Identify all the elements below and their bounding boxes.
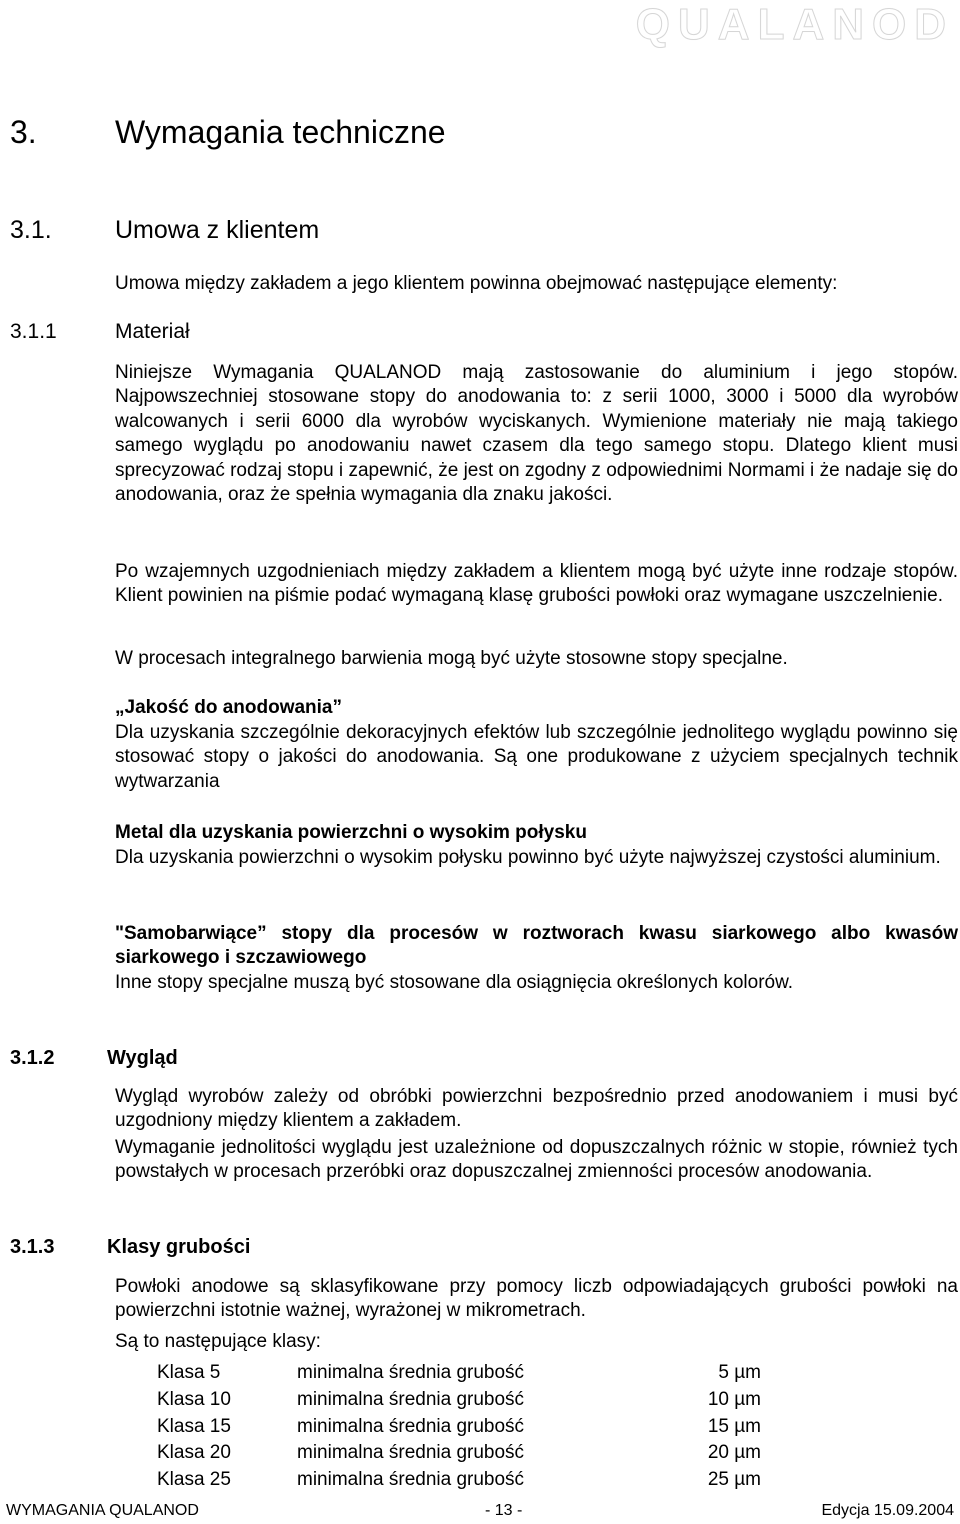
class-description: minimalna średnia grubość xyxy=(297,1469,525,1491)
footer-edition: Edycja 15.09.2004 xyxy=(821,1502,954,1519)
heading-title: Klasy grubości xyxy=(107,1236,251,1258)
class-name: Klasa 15 xyxy=(157,1415,231,1437)
subsection-title: Umowa z klientem xyxy=(115,216,320,244)
class-description: minimalna średnia grubość xyxy=(297,1388,525,1410)
appearance-paragraph-1: Wygląd wyrobów zależy od obróbki powierzchni bezpośrednio przed anodowaniem i musi być uzgodniony między klientem a zakładem. xyxy=(115,1086,958,1132)
class-description: minimalna średnia grubość xyxy=(297,1362,525,1383)
class-value: 25 µm xyxy=(707,1469,761,1491)
footer-page-number: - 13 - xyxy=(485,1502,523,1519)
heading-number: 3.1.3 xyxy=(10,1236,55,1258)
class-value: 20 µm xyxy=(707,1442,761,1464)
class-name: Klasa 5 xyxy=(157,1362,221,1383)
class-description: minimalna średnia grubość xyxy=(297,1415,525,1437)
heading-title: Wygląd xyxy=(107,1047,178,1069)
bright-metal-title: Metal dla uzyskania powierzchni o wysokim połysku xyxy=(115,822,587,843)
material-paragraph-1: Niniejsze Wymagania QUALANOD mają zastosowanie do aluminium i jego stopów. Najpowszechniej stosowane stopy do anodowania to: z serii 1000, 3000 i 5000 dla wyrobów walcowanych i serii 6000 dla wyrobów wyciskanych. Wymienione materiały nie mają takiego samego wyglądu po anodowaniu nawet czasem dla tego samego stopu. Dlatego klient musi sprecyzować rodzaj stopu i zapewnić, że jest on zgodny z odpowiednimi Normami i że nadaje się do anodowania, oraz że spełnia wymagania dla znaku jakości. xyxy=(115,362,958,506)
appearance-paragraph-2: Wymaganie jednolitości wyglądu jest uzależnione od dopuszczalnych różnic w stopie, również tych powstałych w procesach przeróbki oraz dopuszczalnej zmienności procesów anodowania. xyxy=(115,1137,958,1183)
subsection-intro: Umowa między zakładem a jego klientem powinna obejmować następujące elementy: xyxy=(115,273,838,294)
class-name: Klasa 10 xyxy=(157,1388,231,1410)
thickness-paragraph-2: Są to następujące klasy: xyxy=(115,1331,321,1352)
class-name: Klasa 25 xyxy=(157,1469,231,1491)
section-title: Wymagania techniczne xyxy=(115,114,446,150)
section-number: 3. xyxy=(10,114,37,150)
anodizing-quality-text: Dla uzyskania szczególnie dekoracyjnych efektów lub szczególnie jednolitego wyglądu powinno się stosować stopy o jakości do anodowania. Są one produkowane z użyciem specjalnych technik wytwarzania xyxy=(115,722,958,792)
material-paragraph-2: Po wzajemnych uzgodnieniach między zakładem a klientem mogą być użyte inne rodzaje stopów. Klient powinien na piśmie podać wymaganą klasę grubości powłoki oraz wymagane uszczelnienie. xyxy=(115,561,958,607)
anodizing-quality-title: „Jakość do anodowania” xyxy=(115,697,342,718)
heading-number: 3.1.2 xyxy=(10,1047,55,1069)
self-colouring-title: "Samobarwiące” stopy dla procesów w roztworach kwasu siarkowego albo kwasów siarkowego i szczawiowego xyxy=(115,923,958,969)
material-paragraph-3: W procesach integralnego barwienia mogą być użyte stosowne stopy specjalne. xyxy=(115,648,788,669)
class-name: Klasa 20 xyxy=(157,1442,231,1464)
subsection-number: 3.1. xyxy=(10,216,52,244)
class-value: 15 µm xyxy=(707,1415,761,1437)
class-value: 5 µm xyxy=(718,1362,761,1383)
self-colouring-text: Inne stopy specjalne muszą być stosowane dla osiągnięcia określonych kolorów. xyxy=(115,972,794,993)
class-description: minimalna średnia grubość xyxy=(297,1442,525,1464)
footer-left: WYMAGANIA QUALANOD xyxy=(6,1502,199,1519)
heading-number: 3.1.1 xyxy=(10,320,57,343)
bright-metal-text: Dla uzyskania powierzchni o wysokim połysku powinno być użyte najwyższej czystości aluminium. xyxy=(115,847,941,868)
qualanod-logo-watermark: QUALANOD xyxy=(635,0,954,49)
class-value: 10 µm xyxy=(707,1388,761,1410)
heading-title: Materiał xyxy=(115,320,190,343)
thickness-paragraph-1: Powłoki anodowe są sklasyfikowane przy pomocy liczb odpowiadających grubości powłoki na powierzchni istotnie ważnej, wyrażonej w mikrometrach. xyxy=(115,1276,958,1322)
